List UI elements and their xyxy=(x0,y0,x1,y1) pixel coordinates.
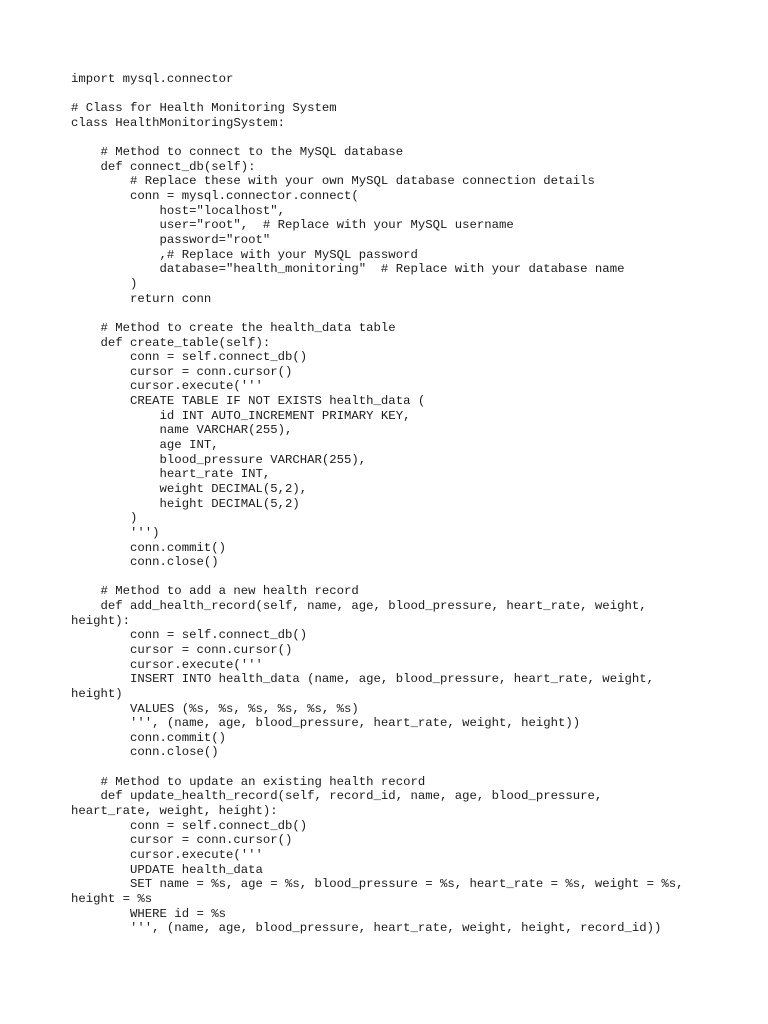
code-line: user="root", # Replace with your MySQL username xyxy=(71,218,514,233)
code-line: INSERT INTO health_data (name, age, blood_pressure, heart_rate, weight, xyxy=(71,672,654,687)
code-line: def connect_db(self): xyxy=(71,159,256,174)
code-line: # Method to connect to the MySQL database xyxy=(71,145,404,160)
code-line: blood_pressure VARCHAR(255), xyxy=(71,452,367,467)
code-line: def add_health_record(self, name, age, blood_pressure, heart_rate, weight, xyxy=(71,599,647,614)
code-line: cursor.execute(''' xyxy=(71,657,263,672)
code-line: weight DECIMAL(5,2), xyxy=(71,481,308,496)
code-line xyxy=(71,306,684,321)
code-line: height = %s xyxy=(71,891,153,906)
code-line: name VARCHAR(255), xyxy=(71,423,293,438)
code-line: UPDATE health_data xyxy=(71,862,263,877)
code-line xyxy=(71,87,684,102)
code-line: conn.close() xyxy=(71,745,219,760)
code-line: return conn xyxy=(71,291,212,306)
code-line: cursor = conn.cursor() xyxy=(71,833,293,848)
code-line: # Method to create the health_data table xyxy=(71,320,396,335)
code-line: heart_rate, weight, height): xyxy=(71,804,278,819)
code-line: CREATE TABLE IF NOT EXISTS health_data ( xyxy=(71,394,426,409)
code-line: ''', (name, age, blood_pressure, heart_rate, weight, height)) xyxy=(71,716,581,731)
code-line: id INT AUTO_INCREMENT PRIMARY KEY, xyxy=(71,408,411,423)
code-line: import mysql.connector xyxy=(71,72,234,86)
code-line: cursor = conn.cursor() xyxy=(71,364,293,379)
code-line: height DECIMAL(5,2) xyxy=(71,496,300,511)
code-line: SET name = %s, age = %s, blood_pressure = %s, heart_rate = %s, weight = %s, xyxy=(71,877,684,892)
code-line: age INT, xyxy=(71,438,219,453)
code-line: def update_health_record(self, record_id, name, age, blood_pressure, xyxy=(71,789,603,804)
code-line xyxy=(71,760,684,775)
code-line xyxy=(71,570,684,585)
code-line: conn.commit() xyxy=(71,540,226,555)
code-line: ''') xyxy=(71,525,160,540)
code-line: # Class for Health Monitoring System xyxy=(71,101,337,116)
code-line: height): xyxy=(71,613,131,628)
code-line: cursor.execute(''' xyxy=(71,379,263,394)
code-line: heart_rate INT, xyxy=(71,467,271,482)
code-line: # Method to update an existing health record xyxy=(71,774,426,789)
code-line: # Method to add a new health record xyxy=(71,584,359,599)
code-line: VALUES (%s, %s, %s, %s, %s, %s) xyxy=(71,701,359,716)
code-line: conn = self.connect_db() xyxy=(71,628,308,643)
code-block xyxy=(71,72,684,936)
code-line: conn = self.connect_db() xyxy=(71,818,308,833)
code-line: ,# Replace with your MySQL password xyxy=(71,247,418,262)
code-line: host="localhost", xyxy=(71,203,286,218)
code-line: conn.commit() xyxy=(71,730,226,745)
code-line: WHERE id = %s xyxy=(71,906,226,921)
code-line xyxy=(71,131,684,146)
code-line: ) xyxy=(71,511,138,526)
code-line: cursor = conn.cursor() xyxy=(71,642,293,657)
code-line: password="root" xyxy=(71,233,271,248)
code-line: conn.close() xyxy=(71,555,219,570)
code-line: conn = mysql.connector.connect( xyxy=(71,189,359,204)
code-line: height) xyxy=(71,686,123,701)
code-line: def create_table(self): xyxy=(71,335,271,350)
code-line: ) xyxy=(71,276,138,291)
code-line: cursor.execute(''' xyxy=(71,847,263,862)
code-line: # Replace these with your own MySQL database connection details xyxy=(71,174,595,189)
code-line: database="health_monitoring" # Replace with your database name xyxy=(71,262,625,277)
code-line: class HealthMonitoringSystem: xyxy=(71,115,286,130)
code-line: ''', (name, age, blood_pressure, heart_rate, weight, height, record_id)) xyxy=(71,921,662,936)
code-line: conn = self.connect_db() xyxy=(71,350,308,365)
